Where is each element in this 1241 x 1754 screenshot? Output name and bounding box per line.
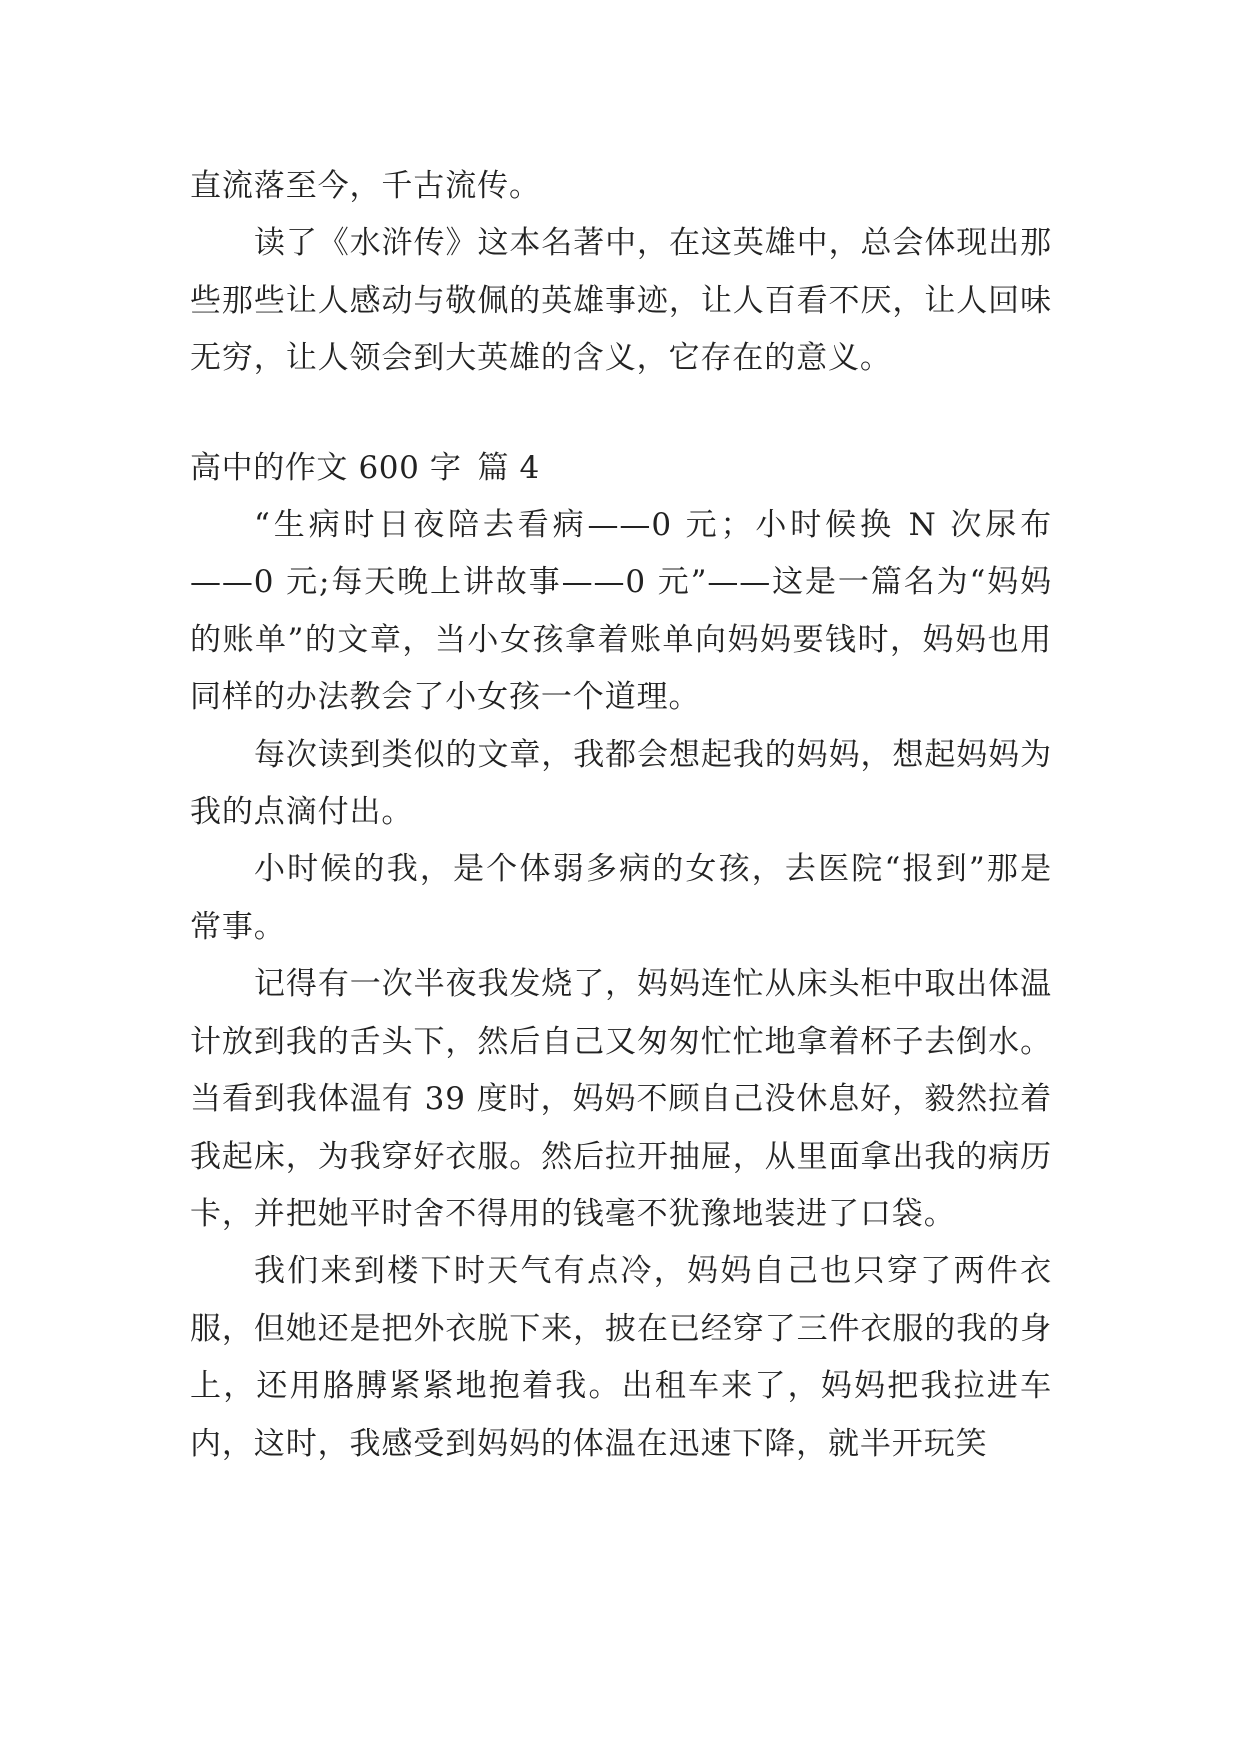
- paragraph-mothers-bill: “生病时日夜陪去看病——0 元；小时候换 N 次尿布——0 元;每天晚上讲故事——0 元”——这是一篇名为“妈妈的账单”的文章，当小女孩拿着账单向妈妈要钱时，妈妈也用同样的办法教会了小女孩一个道理。: [190, 507, 1052, 716]
- paragraph-continuation: 直流落至今，千古流传。: [190, 168, 541, 204]
- paragraph-water-margin-reflection: 读了《水浒传》这本名著中，在这英雄中，总会体现出那些那些让人感动与敬佩的英雄事迹，让人百看不厌，让人回味无穷，让人领会到大英雄的含义，它存在的意义。: [190, 225, 1052, 377]
- essay-heading-title: 高中的作文 600 字: [190, 449, 462, 486]
- paragraph-childhood-illness: 小时候的我，是个体弱多病的女孩，去医院“报到”那是常事。: [190, 851, 1052, 945]
- essay-heading-part: 篇 4: [477, 449, 540, 486]
- document-body: [190, 158, 1052, 1473]
- paragraph-remember-mother: 每次读到类似的文章，我都会想起我的妈妈，想起妈妈为我的点滴付出。: [190, 736, 1052, 831]
- paragraph-cold-weather: 我们来到楼下时天气有点冷，妈妈自己也只穿了两件衣服，但她还是把外衣脱下来，披在已经穿了三件衣服的我的身上，还用胳膊紧紧地抱着我。出租车来了，妈妈把我拉进车内，这时，我感受到妈妈的体温在迅速下降，就半开玩笑: [190, 1253, 1052, 1462]
- paragraph-night-fever: 记得有一次半夜我发烧了，妈妈连忙从床头柜中取出体温计放到我的舌头下，然后自己又匆匆忙忙地拿着杯子去倒水。当看到我体温有 39 度时，妈妈不顾自己没休息好，毅然拉着我起床，为我穿好衣服。然后拉开抽屉，从里面拿出我的病历卡，并把她平时舍不得用的钱毫不犹豫地装进了口袋。: [190, 966, 1052, 1232]
- essay-heading: [190, 440, 1052, 497]
